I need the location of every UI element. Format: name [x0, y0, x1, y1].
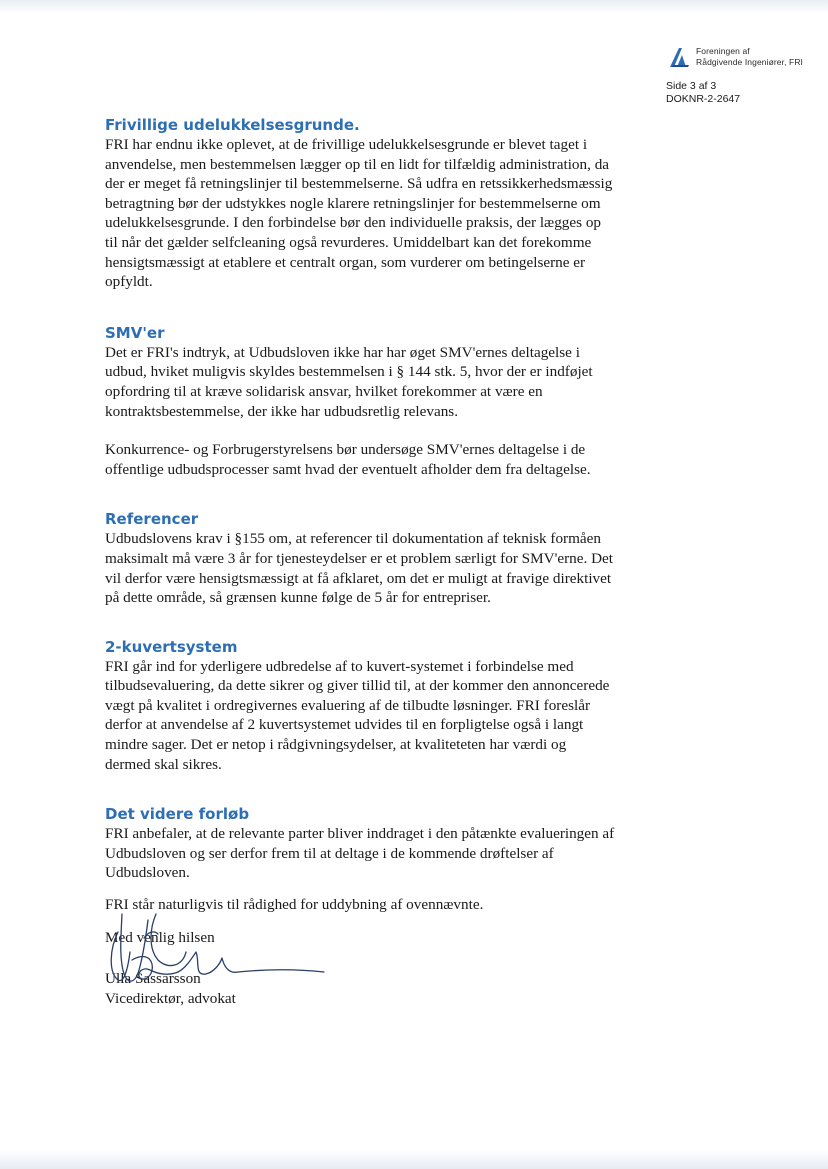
page-bottom-edge	[0, 1150, 828, 1169]
signatory-title: Vicedirektør, advokat	[105, 989, 236, 1007]
text-line: maksimalt må være 3 år for tjenesteydelser er et problem særligt for SMV'erne. Det	[105, 549, 613, 567]
section-frivillige-udelukkelsesgrunde	[105, 116, 665, 292]
text-line: opfordring til at kræve solidarisk ansvar, hvilket forekommer at være en	[105, 382, 543, 400]
section-heading: SMV'er	[105, 323, 165, 342]
paragraph	[105, 529, 665, 607]
text-line: opfyldt.	[105, 273, 153, 291]
text-line: vægt på kvalitet i ordregivernes evaluering af de tilbudte løsninger. FRI foreslår	[105, 696, 591, 714]
text-line: udelukkelsesgrunde. I den forbindelse bør den individuelle praksis, der lægges op	[105, 214, 602, 232]
closing	[105, 895, 665, 1008]
page-meta	[666, 80, 740, 105]
text-line: FRI anbefaler, at de relevante parter bliver inddraget i den påtænkte evalueringen af	[105, 825, 615, 843]
text-line: betragtning bør der udstykkes nogle klarere retningslinjer for bestemmelserne om	[105, 194, 601, 212]
text-line: dermed skal sikres.	[105, 755, 222, 773]
page-top-edge	[0, 0, 828, 14]
text-line: til når det gælder selfcleaning også revurderes. Umiddelbart kan det forekomme	[105, 233, 592, 251]
logo-text	[696, 46, 803, 68]
paragraph	[105, 135, 665, 292]
paragraph	[105, 440, 665, 479]
section-heading: 2-kuvertsystem	[105, 637, 238, 656]
availability-sentence: FRI står naturligvis til rådighed for uddybning af ovennævnte.	[105, 896, 484, 914]
section-2-kuvertsystem	[105, 638, 665, 775]
page-number: Side 3 af 3	[666, 80, 717, 92]
fri-logo-icon	[668, 46, 692, 68]
greeting: Med venlig hilsen	[105, 928, 215, 946]
logo-line: Foreningen af	[696, 46, 750, 56]
logo-line: Rådgivende Ingeniører, FRI	[696, 57, 804, 67]
text-line: Udbudsloven og ser derfor frem til at deltage i de kommende drøftelser af	[105, 844, 554, 862]
paragraph	[105, 657, 665, 775]
paragraph	[105, 343, 665, 421]
fri-logo	[668, 46, 818, 70]
text-line: Konkurrence- og Forbrugerstyrelsens bør undersøge SMV'ernes deltagelse i de	[105, 441, 586, 459]
text-line: offentlige udbudsprocesser samt hvad der eventuelt afholder dem fra deltagelse.	[105, 460, 591, 478]
text-line: på dette område, så grænsen kunne følge de 5 år for entrepriser.	[105, 589, 491, 607]
document-number: DOKNR-2-2647	[666, 92, 741, 105]
text-line: mindre sager. Det er netop i rådgivningsydelser, at kvaliteteten har værdi og	[105, 736, 567, 754]
text-line: Udbudsloven.	[105, 864, 190, 882]
letter-body	[105, 116, 665, 1008]
section-heading: Referencer	[105, 510, 199, 529]
section-heading: Det videre forløb	[105, 805, 250, 824]
text-line: derfor at anvendelse af 2 kuvertsystemet udvides til en forpligtelse også i langt	[105, 716, 584, 734]
text-line: FRI går ind for yderligere udbredelse af to kuvert-systemet i forbindelse med	[105, 657, 574, 675]
text-line: Udbudslovens krav i §155 om, at referencer til dokumentation af teknisk formåen	[105, 530, 601, 548]
text-line: kontraktsbestemmelse, der ikke har udbudsretlig relevans.	[105, 402, 459, 420]
section-heading: Frivillige udelukkelsesgrunde.	[105, 116, 360, 134]
paragraph	[105, 824, 665, 883]
signatory-name: Ulla Sassarsson	[105, 970, 201, 988]
text-line: vil derfor være hensigtsmæssigt at få afklaret, om det er muligt at fravige direktivet	[105, 569, 612, 587]
text-line: tilbudsevaluering, da dette sikrer og giver tillid til, at der kommer den annoncerede	[105, 677, 610, 695]
text-line: Det er FRI's indtryk, at Udbudsloven ikke har har øget SMV'ernes deltagelse i	[105, 343, 580, 361]
section-referencer	[105, 510, 665, 607]
section-det-videre-forloeb	[105, 805, 665, 883]
text-line: der er meget få retningslinjer til bestemmelserne. Så udfra en retssikkerhedsmæssig	[105, 175, 613, 193]
text-line: anvendelse, men bestemmelsen lægger op til en lidt for tilfældig administration, da	[105, 155, 610, 173]
section-smv	[105, 324, 665, 480]
text-line: FRI har endnu ikke oplevet, at de frivillige udelukkelsesgrunde er blevet taget i	[105, 136, 588, 153]
text-line: udbud, hviket muligvis skyldes bestemmelsen i § 144 stk. 5, hvor der er indføjet	[105, 363, 593, 381]
text-line: hensigtsmæssigt at etablere et centralt organ, som vurderer om betingelserne er	[105, 253, 586, 271]
